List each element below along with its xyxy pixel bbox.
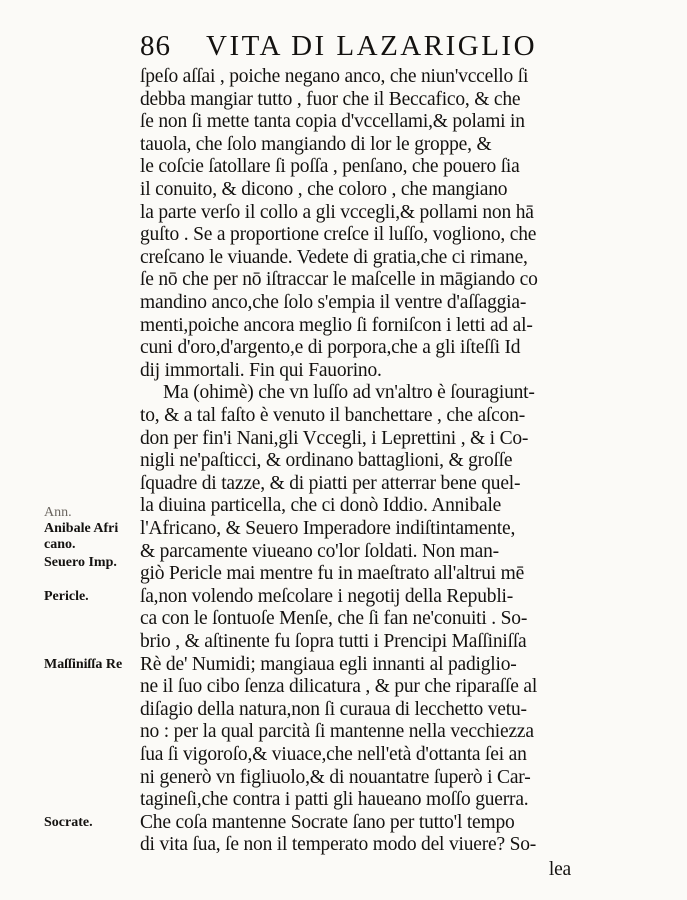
margin-note-faint: Ann. [44, 505, 72, 521]
text-line: ſpeſo aſſai , poiche negano anco, che niun'vccello ſi [140, 66, 529, 87]
text-line: no : per la qual parcità ſi mantenne nella vecchiezza [140, 721, 534, 743]
running-header [140, 30, 600, 70]
text-line: cuni d'oro,d'argento,e di porpora,che a gli iſteſſi Id [140, 337, 521, 359]
text-line: to, & a tal faſto è venuto il banchettare , che aſcon- [140, 405, 525, 426]
catchword: lea [548, 859, 571, 880]
text-line: Che coſa mantenne Socrate ſano per tutto'l tempo [140, 811, 515, 833]
text-line: giò Pericle mai mentre fu in maeſtrato all'altrui mē [140, 563, 525, 585]
text-line: dij immortali. Fin qui Fauorino. [140, 359, 382, 381]
text-line: ſe non ſi mette tanta copia d'vccellami,& polami in [140, 111, 525, 133]
margin-note-annibale-cont: cano. [44, 536, 76, 552]
text-line: ſua ſi vigoroſo,& viuace,che nell'età d'ottanta ſei an [140, 744, 527, 765]
margin-note-socrate: Socrate. [44, 814, 93, 830]
text-line: & parcamente viueano co'lor ſoldati. Non man- [140, 540, 499, 562]
text-line: la diuina particella, che ci donò Iddio. Annibale [140, 495, 502, 517]
text-line: ca con le ſontuoſe Menſe, che ſi fan ne'conuiti . So- [140, 608, 528, 630]
margin-note-severo: Seuero Imp. [44, 554, 117, 570]
text-line: mandino anco,che ſolo s'empia il ventre d'aſſaggia- [140, 292, 527, 313]
margin-note-annibale: Anibale Afri [44, 521, 119, 536]
text-line: di vita ſua, ſe non il temperato modo del viuere? So- [140, 834, 537, 856]
text-line: guſto . Se a proportione creſce il luſſo, vogliono, che [140, 224, 537, 246]
text-line: nigli ne'paſticci, & ordinano battaglioni, & groſſe [140, 450, 513, 472]
text-line: creſcano le viuande. Vedete di gratia,che ci rimane, [140, 246, 528, 268]
text-line: menti,poiche ancora meglio ſi forniſcon i letti ad al- [140, 314, 533, 336]
text-line: brio , & aſtinente fu ſopra tutti i Prencipi Maſſiniſſa [140, 631, 527, 652]
text-line: diſagio della natura,non ſi curaua di lecchetto vetu- [140, 698, 527, 720]
running-title: VITA DI LAZARIGLIO [206, 30, 538, 62]
text-line: debba mangiar tutto , fuor che il Beccafico, & che [140, 88, 521, 110]
text-line: tagineſi,che contra i patti gli haueano moſſo guerra. [140, 789, 529, 811]
text-line: don per fin'i Nani,gli Vccegli, i Leprettini , & i Co- [140, 427, 529, 449]
text-line: il conuito, & dicono , che coloro , che mangiano [140, 179, 508, 200]
text-line: la parte verſo il collo a gli vccegli,& pollami non hā [140, 201, 534, 223]
paragraph-first-line: Ma (ohimè) che vn luſſo ad vn'altro è ſouragiunt- [163, 382, 535, 404]
text-line: ſe nō che per nō iſtraccar le maſcelle in māgiando co [140, 269, 538, 291]
text-line: ne il ſuo cibo ſenza dilicatura , & pur che riparaſſe al [140, 676, 538, 698]
text-line: tauola, che ſolo mangiando di lor le groppe, & [140, 133, 492, 155]
margin-note-pericle: Pericle. [44, 588, 89, 604]
margin-note-massinissa: Maſſiniſſa Re [44, 656, 123, 672]
text-line: ni generò vn figliuolo,& di nouantatre ſuperò i Car- [140, 766, 531, 788]
text-line: ſquadre di tazze, & di piatti per atterrar bene quel- [140, 472, 521, 494]
page-number: 86 [140, 30, 171, 62]
text-line: Rè de' Numidi; mangiaua egli innanti al padiglio- [140, 653, 517, 675]
text-line: l'Africano, & Seuero Imperadore indiſtintamente, [140, 518, 516, 539]
text-line: le coſcie ſatollare ſi poſſa , penſano, che pouero ſia [140, 156, 520, 178]
text-line: ſa,non volendo meſcolare i negotij della Republi- [140, 585, 514, 607]
